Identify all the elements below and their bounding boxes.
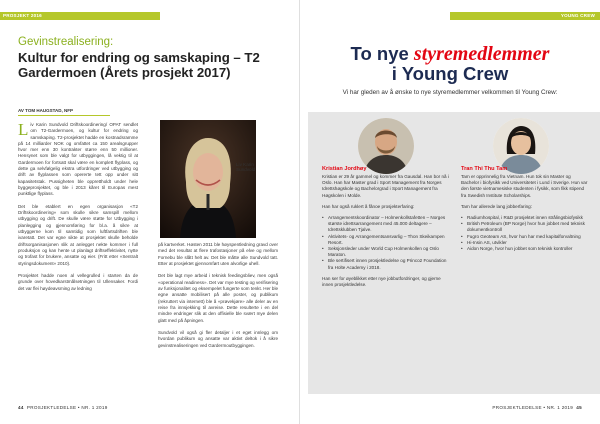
profile-card: [461, 126, 589, 257]
title-line-2: i Young Crew: [391, 63, 509, 84]
profile-bio: Kristian er 29 år gammel og kommer fra Gausdal. Han bor nå i Oslo. Han har Master grad i Sport Management fra Norges Idrettshøgskole og Bachelorgrad i Sport Management fra Høgskolen i Molde.: [322, 174, 449, 198]
experience-intro: Tam har allerede lang jobberfaring:: [461, 203, 532, 209]
footer-publication: PROSJEKTLEDELSE • NR. 1 2019: [492, 405, 574, 410]
body-column-1: [18, 122, 138, 298]
page-footer: [492, 405, 582, 410]
photo-caption: Liv Karin Sundvold: [236, 162, 256, 173]
paragraph: Liv Karin Sundvold Driftskoordinering/ OPAT sendlet om T2-Gardermoen, og kultur for endring og samskaping. T2-prosjektet hadde en kostnadsramme på 14 milliarder NOK og omfattet ca 150 arealsgrupper hvor mer enn 30 kontrakter større enn 50 millioner. Hensynet som ble valgt for utbyggingen, lå vektig til at Gardermoen for fortsatt skal være en komplett flyplass, og dette ga selvfølgelig ekstra utfordringer ved utbygging og drift av flyplassen som opererte tett opp under sitt kapasitetstak. Pussigheten ble opprettholdt under hele byggeprosjektet, og ble i 2013 kåret til Europas mest punktlige flyplass.: [18, 120, 138, 197]
paragraph: Sundvold vil også gi fler detaljer i et eget innlegg om hvordan publikum og ansatte var aktivt deltok i å sikre gevinstrealiseringen ved Gardermoutbyggingen.: [158, 330, 278, 348]
article-kicker: Gevinstrealisering:: [18, 36, 114, 48]
list-item: • Ble sertifisert innen prosjektledelse og Princo2 Foundation fra Holte Academy i 2018.: [322, 258, 450, 270]
list-item: • Hi-Insin AS, utvikler: [461, 240, 589, 246]
list-item: • Aidon Norge, hvor hun jobbet som teknisk kontroller: [461, 246, 589, 252]
paragraph: Det ble lagt mye arbeid i teknisk feedingsbliev, men også «operational readiness». Det var mye testing og verifisering av funksjonalitet og eksempelet fungerte som tenkt. Her ble egne ansatte mobilisert på alle poster, og publikum (rekruttert via internett) ble å «prøvekjøre» alle deler av en reise fra innsjekking til avreise. Dette resulterte i en del mindre endringer slik at den offisielle ble svært mye delen glatt med på åpningen.: [158, 273, 278, 323]
drop-cap: L: [18, 120, 29, 139]
paragraph: på kartverket. Høsten 2011 ble høyspentledning gravd over med det resultat at flere trafostasjoner på elve og mellom Fornebu ble slått helt av. Det ble måtte alle Sundvold tatt. Etter at prosjektet gjennomført uten alvorlige uhell.: [158, 242, 278, 266]
footer-publication: PROSJEKTLEDELSE • NR. 1 2019: [26, 405, 108, 410]
page-footer: [18, 405, 108, 410]
article-title: [300, 44, 600, 84]
byline: AV TOM HAUGSTAD, NFP: [18, 108, 73, 113]
experience-list: [322, 215, 450, 271]
paragraph: Prosjektet hadde noen al vellegrulled i starten da de grunde over hovedkarstmålsetningen til Ullensaker. Fordi det var flei høydeavsming av ledning: [18, 273, 138, 291]
right-page: [300, 0, 600, 424]
profile-closing: Han ser for øyeblikket etter nye jobbutfordringer, og gjerne innen prosjektledelse.: [322, 275, 441, 288]
article-headline: Kultur for endring og samskaping – T2 Gardermoen (Årets prosjekt 2017): [18, 50, 260, 80]
page-number: 44: [18, 405, 24, 410]
profile-name: Tran Thi Thu Tam: [461, 166, 508, 172]
list-item: • Arrangementskoordinator – Holmenkollstafetten – Norges største idrettsarrangement med 45.000 deltagere – Idrettsklubben Tjalve.: [322, 215, 450, 234]
title-highlight: styremedlemmer: [413, 43, 550, 65]
profile-card: [322, 126, 450, 293]
page-number: 45: [576, 405, 582, 410]
article-intro: Vi har gleden av å ønske to nye styremedlemmer velkommen til Young Crew:: [342, 89, 558, 96]
list-item: • British Petroleum (BP Norge) hvor hun jobbet med teknisk dokumentkontroll: [461, 221, 589, 233]
experience-list: [461, 215, 589, 252]
profile-text: [461, 174, 589, 252]
paragraph: Det ble etablert en egen organisasjon «T2 Driftskoordinering» som skulle sikre samspill mellom utbygging og drift. De skulle være støtte for Utbygging i planlegging og gjennomføring for bl.a. å sikre at utbyggerne kom til samtidig som luftfartsdriften ble ivaretatt. Det var egne sikte at prosjektet skulle beholde driftsorganisasjonen slik at anlegget nekte kommer i full produksjon og kan hente ut planlagt driftseffektivitet, nytte og trofast for brukere, ansatte og eier. (Fritt etter «Sentralt styringsdokument» 2010).: [18, 203, 138, 266]
list-item: • Fugro Geoteam AS, hvor hun har med kapitalforvaltning: [461, 234, 589, 240]
list-item: • Seksjonsleder under World Cup Holmenkollen og Oslo Maraton.: [322, 246, 450, 258]
portrait-photo: [160, 120, 256, 238]
portrait-illustration: [160, 120, 256, 238]
list-item: • Aktivitets- og Arrangementsansvarlig – Thon Skeikampen Resort.: [322, 234, 450, 246]
profile-bio: Tam er opprinnelig fra Vietnam. Hun tok sin Master og Bachelor i biofysikk ved Universitetet i Lund i Sverige. Hun var den første vietnamesiske studenten i fysikk, som fikk stipend fra Swedish Institute Scholarships.: [461, 174, 588, 198]
list-item: • Radiumhospital, i R&D prosjektet innen strålingsbiofysikk: [461, 215, 589, 221]
title-prefix: To nye: [350, 43, 414, 64]
profile-text: [322, 174, 450, 288]
experience-intro: Han har også ruklert å fånoe prosjekterfaring:: [322, 203, 415, 209]
body-column-2: [158, 242, 278, 355]
byline-divider: [18, 115, 110, 116]
profile-name: Kristian Jordhøy: [322, 166, 367, 172]
section-tab: PROSJEKT 2016: [0, 12, 160, 20]
section-tab: YOUNG CREW: [450, 12, 600, 20]
